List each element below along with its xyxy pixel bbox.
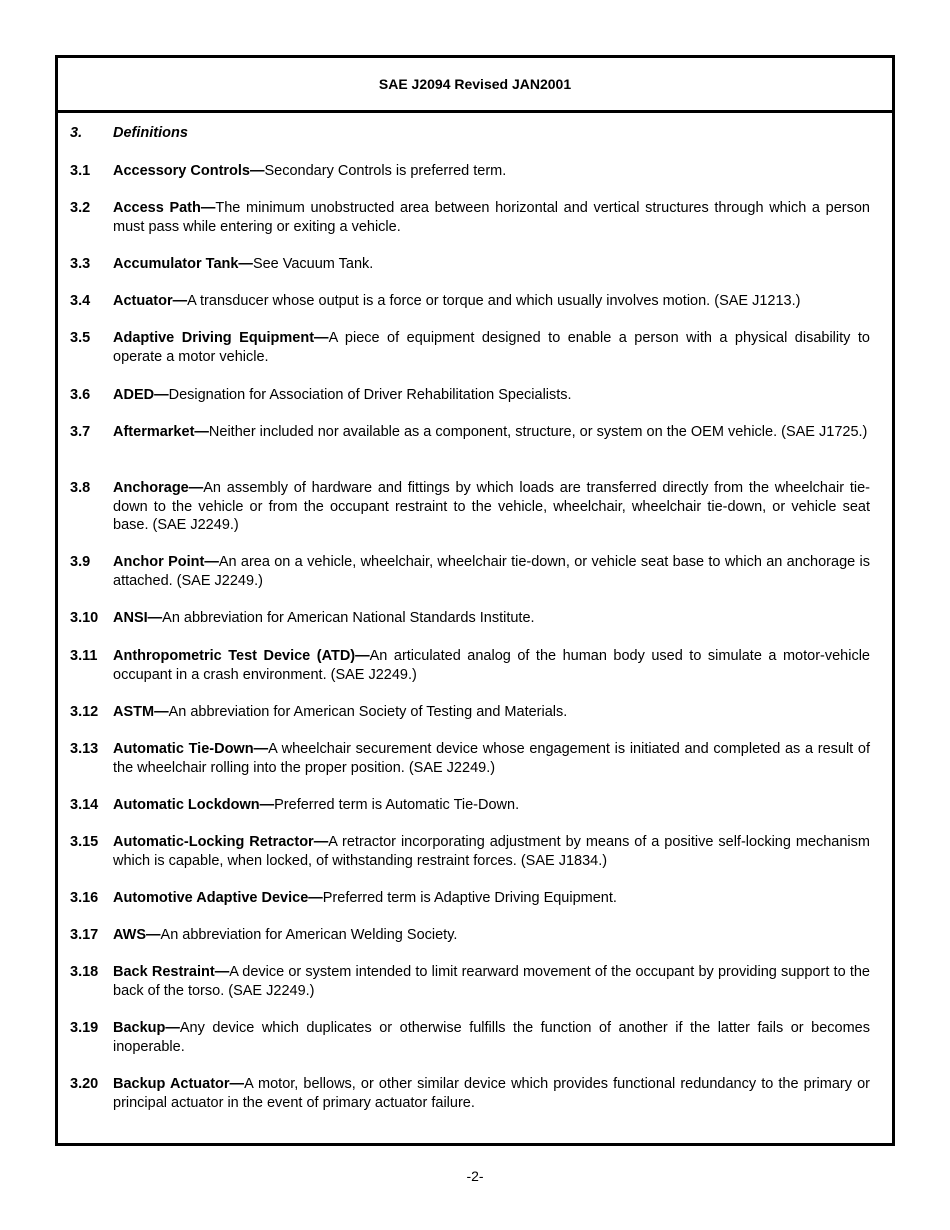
definition-item [70, 1019, 870, 1056]
definition-text: An abbreviation for American National Standards Institute. [162, 610, 535, 626]
definition-item [70, 423, 870, 442]
definition-text: Designation for Association of Driver Rehabilitation Specialists. [168, 387, 572, 403]
definition-term: Automatic-Locking Retractor— [113, 834, 329, 850]
definition-number: 3.6 [70, 387, 91, 403]
definition-item [70, 796, 870, 815]
document-frame [55, 55, 895, 1146]
section-title: Definitions [113, 125, 188, 141]
definition-number: 3.20 [70, 1076, 99, 1092]
definition-term: Anchorage— [113, 480, 204, 496]
definition-number: 3.1 [70, 163, 91, 179]
definition-term: ADED— [113, 387, 169, 403]
definition-number: 3.10 [70, 610, 99, 626]
definition-term: Backup— [113, 1020, 180, 1036]
definition-text: A retractor incorporating adjustment by means of a positive self-locking mechanism which is capable, when locked, of withstanding restraint forces. (SAE J1834.) [113, 834, 870, 869]
definition-number: 3.7 [70, 424, 91, 440]
definition-number: 3.13 [70, 741, 99, 757]
definition-term: ANSI— [113, 610, 163, 626]
definition-item [70, 609, 870, 628]
definition-item [70, 255, 870, 274]
definition-item [70, 479, 870, 535]
definition-text: A transducer whose output is a force or torque and which usually involves motion. (SAE J1213.) [187, 293, 801, 309]
definition-item [70, 926, 870, 945]
document-title: SAE J2094 Revised JAN2001 [378, 76, 572, 92]
definition-number: 3.11 [70, 648, 98, 664]
definition-number: 3.19 [70, 1020, 99, 1036]
definition-item [70, 199, 870, 236]
definition-text: A device or system intended to limit rearward movement of the occupant by providing support to the back of the torso. (SAE J2249.) [113, 964, 870, 999]
section-number: 3. [70, 125, 83, 141]
definition-text: An articulated analog of the human body used to simulate a motor-vehicle occupant in a crash environment. (SAE J2249.) [113, 648, 870, 683]
definition-text: An abbreviation for American Society of Testing and Materials. [168, 704, 568, 720]
definition-text: An assembly of hardware and fittings by which loads are transferred directly from the wheelchair tie-down to the vehicle or from the occupant restraint to the vehicle, wheelchair, wheelchair tie-down, or vehicle seat base. (SAE J2249.) [113, 480, 870, 533]
definition-term: Access Path— [113, 200, 216, 216]
definition-number: 3.14 [70, 797, 99, 813]
definition-number: 3.17 [70, 927, 99, 943]
definition-number: 3.4 [70, 293, 91, 309]
section-heading [70, 125, 188, 141]
definition-text: See Vacuum Tank. [252, 256, 374, 272]
document-header [58, 58, 892, 113]
definition-term: Anchor Point— [113, 554, 219, 570]
definition-number: 3.2 [70, 200, 91, 216]
definition-term: Back Restraint— [113, 964, 230, 980]
definition-number: 3.8 [70, 480, 91, 496]
definition-text: Any device which duplicates or otherwise fulfills the function of another if the latter fails or becomes inoperable. [113, 1020, 870, 1055]
definition-term: Aftermarket— [113, 424, 209, 440]
definition-term: Backup Actuator— [113, 1076, 245, 1092]
definition-text: The minimum unobstructed area between horizontal and vertical structures through which a person must pass while entering or exiting a vehicle. [113, 200, 870, 235]
definition-item [70, 553, 870, 590]
definition-text: A piece of equipment designed to enable a person with a physical disability to operate a motor vehicle. [113, 330, 870, 365]
definition-term: AWS— [113, 927, 161, 943]
page-number: -2- [466, 1168, 484, 1184]
definition-text: A motor, bellows, or other similar device which provides functional redundancy to the primary or principal actuator in the event of primary actuator failure. [113, 1076, 870, 1111]
definition-item [70, 889, 870, 908]
definition-term: Accumulator Tank— [113, 256, 253, 272]
definition-item [70, 386, 870, 405]
definition-item [70, 963, 870, 1000]
definition-item [70, 1075, 870, 1112]
definition-text: An abbreviation for American Welding Society. [160, 927, 458, 943]
definition-number: 3.15 [70, 834, 99, 850]
definition-number: 3.9 [70, 554, 91, 570]
definition-number: 3.3 [70, 256, 91, 272]
definition-term: Automatic Tie-Down— [113, 741, 269, 757]
definition-item [70, 703, 870, 722]
definition-text: Preferred term is Adaptive Driving Equipment. [322, 890, 617, 906]
definition-item [70, 162, 870, 181]
definition-number: 3.16 [70, 890, 99, 906]
definition-text: An area on a vehicle, wheelchair, wheelchair tie-down, or vehicle seat base to which an anchorage is attached. (SAE J2249.) [113, 554, 870, 589]
definition-text: Preferred term is Automatic Tie-Down. [274, 797, 520, 813]
definition-text: Neither included nor available as a component, structure, or system on the OEM vehicle. (SAE J1725.) [208, 424, 868, 440]
definition-term: ASTM— [113, 704, 169, 720]
definition-term: Anthropometric Test Device (ATD)— [113, 648, 370, 664]
definition-item [70, 833, 870, 870]
definition-term: Automatic Lockdown— [113, 797, 275, 813]
definition-term: Actuator— [113, 293, 188, 309]
definition-text: Secondary Controls is preferred term. [264, 163, 507, 179]
definition-text: A wheelchair securement device whose engagement is initiated and completed as a result of the wheelchair rolling into the proper position. (SAE J2249.) [113, 741, 871, 776]
definition-item [70, 647, 870, 684]
definition-term: Automotive Adaptive Device— [113, 890, 323, 906]
definition-item [70, 292, 870, 311]
definition-number: 3.12 [70, 704, 99, 720]
definition-term: Accessory Controls— [113, 163, 265, 179]
definition-item [70, 329, 870, 366]
definition-number: 3.5 [70, 330, 91, 346]
definition-term: Adaptive Driving Equipment— [113, 330, 329, 346]
definition-number: 3.18 [70, 964, 99, 980]
definition-item [70, 740, 870, 777]
